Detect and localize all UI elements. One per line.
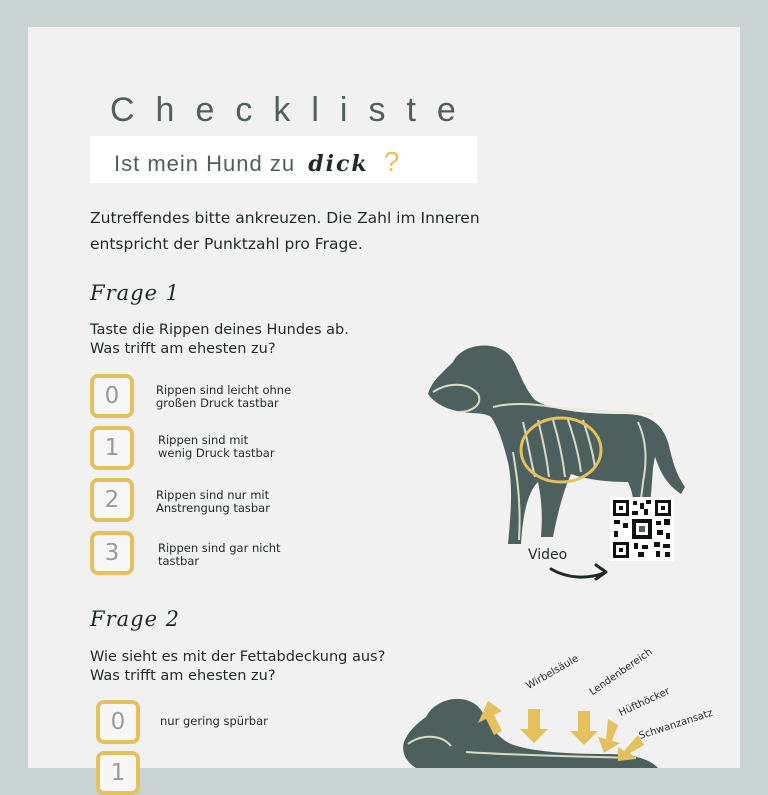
qr-code[interactable] [610, 497, 674, 561]
frage-1-option-2-checkbox[interactable]: 2 [90, 478, 134, 522]
frage-2-question [90, 648, 470, 686]
frage-1-option-1-line-2: wenig Druck tastbar [158, 446, 275, 460]
intro-line-1: Zutreffendes bitte ankreuzen. Die Zahl im Inneren [90, 209, 480, 227]
frage-1-option-1-checkbox[interactable]: 1 [90, 426, 134, 470]
checklist-page [28, 27, 740, 786]
intro-line-2: entspricht der Punktzahl pro Frage. [90, 235, 363, 253]
subtitle-script-word: dick [308, 151, 369, 177]
frage-2-option-0-checkbox[interactable]: 0 [96, 700, 140, 744]
frage-1-option-2-label [156, 489, 336, 515]
video-label: Video [528, 547, 568, 563]
frage-1-option-0-checkbox[interactable]: 0 [90, 374, 134, 418]
frage-1-option-0-label [156, 384, 336, 410]
frage-1-question-line-1: Taste die Rippen deines Hundes ab. [90, 322, 349, 338]
frage-2-label: Frage 2 [90, 607, 181, 631]
annotation-huefthoecker: Hüfthöcker [617, 685, 672, 719]
frage-1-option-0-line-1: Rippen sind leicht ohne [156, 383, 292, 397]
frage-1-question-line-2: Was trifft am ehesten zu? [90, 341, 276, 357]
frage-1-option-0-line-2: großen Druck tastbar [156, 396, 279, 410]
subtitle [114, 146, 400, 178]
qr-code-icon [610, 497, 674, 561]
frage-1-question [90, 321, 470, 359]
frage-1-option-2-line-2: Anstrengung tasbar [156, 501, 270, 515]
frage-2-option-0-label: nur gering spürbar [160, 714, 268, 728]
subtitle-prefix: Ist mein Hund zu [114, 151, 296, 176]
frage-1-option-3-label [158, 542, 338, 568]
frage-2-option-1-checkbox[interactable]: 1 [96, 751, 140, 795]
frage-1-label: Frage 1 [90, 281, 181, 305]
frage-1-option-1-line-1: Rippen sind mit [158, 433, 249, 447]
arrow-down-icon [598, 719, 620, 753]
frage-1-option-3-line-1: Rippen sind gar nicht [158, 541, 281, 555]
annotation-lendenbereich: Lendenbereich [587, 646, 655, 698]
arrow-down-icon [520, 709, 548, 743]
subtitle-banner [90, 136, 477, 183]
annotation-wirbelsaeule: Wirbelsäule [524, 653, 581, 692]
frage-1-option-2-line-1: Rippen sind nur mit [156, 488, 270, 502]
frage-2-question-line-1: Wie sieht es mit der Fettabdeckung aus? [90, 649, 386, 665]
frage-1-option-1-label [158, 434, 338, 460]
arrow-right-icon [548, 557, 613, 582]
annotation-schwanzansatz: Schwanzansatz [637, 707, 715, 742]
frage-1-option-3-line-2: tastbar [158, 554, 200, 568]
arrow-down-icon [478, 701, 502, 735]
frage-1-option-3-checkbox[interactable]: 3 [90, 531, 134, 575]
frage-2-question-line-2: Was trifft am ehesten zu? [90, 668, 276, 684]
arrow-down-icon [570, 711, 598, 745]
intro-text [90, 205, 550, 257]
page-title: Checkliste [110, 91, 477, 129]
question-mark: ? [383, 146, 401, 177]
